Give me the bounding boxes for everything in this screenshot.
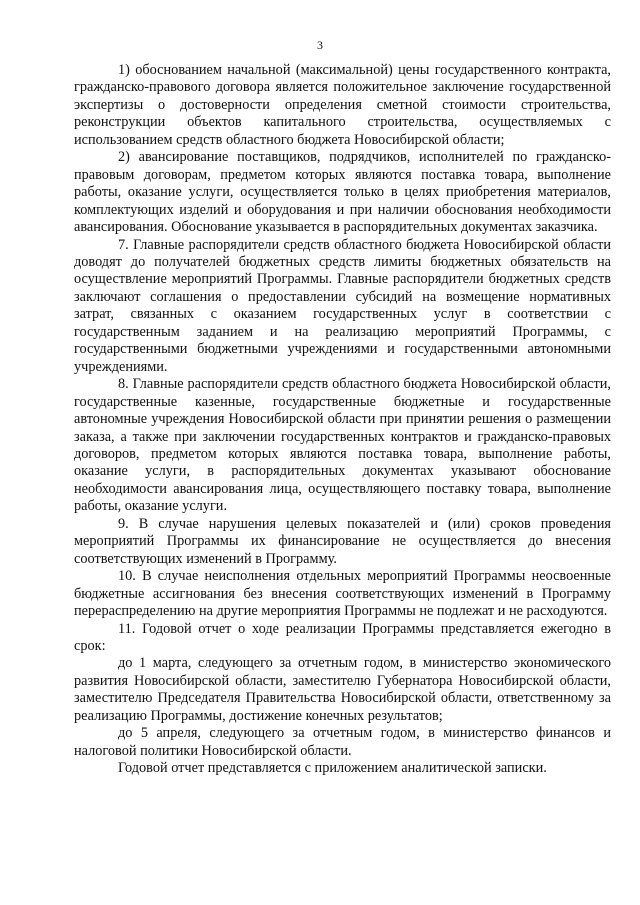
paragraph-clause-11: 11. Годовой отчет о ходе реализации Программы представляется ежегодно в срок: [74,620,611,654]
paragraph-item-2-advance-payment: 2) авансирование поставщиков, подрядчиков, исполнителей по гражданско-правовым договорам, предметом которых являются поставка товара, выполнение работы, оказание услуги, осуществляется только в целях приобретения материалов, комплектующих изделий и оборудования и при наличии обоснования необходимости авансирования. Обоснование указывается в распорядительных документах заказчика. [74,149,611,236]
paragraph-deadline-march-1: до 1 марта, следующего за отчетным годом, в министерство экономического развития Новосибирской области, заместителю Губернатора Новосибирской области, заместителю Председателя Правительства Новосибирской области, ответственному за реализацию Программы, достижение конечных результатов; [74,655,611,724]
document-body [74,62,611,778]
paragraph-clause-8: 8. Главные распорядители средств областного бюджета Новосибирской области, государственные казенные, государственные бюджетные и государственные автономные учреждения Новосибирской области при принятии решения о размещении заказа, а также при заключении государственных контрактов и гражданско-правовых договоров, предметом которых являются поставка товара, выполнение работы, оказание услуги, в распорядительных документах указывают обоснование необходимости авансирования лица, осуществляющего поставку товара, выполнение работы, оказание услуги. [74,376,611,515]
paragraph-clause-7: 7. Главные распорядители средств областного бюджета Новосибирской области доводят до получателей бюджетных средств лимиты бюджетных обязательств на осуществление мероприятий Программы. Главные распорядители бюджетных средств заключают соглашения о предоставлении субсидий на возмещение нормативных затрат, связанных с оказанием государственных услуг в соответствии с государственным заданием и на реализацию мероприятий Программы, с государственными бюджетными учреждениями и государственными автономными учреждениями. [74,236,611,375]
paragraph-clause-10: 10. В случае неисполнения отдельных мероприятий Программы неосвоенные бюджетные ассигнования без внесения соответствующих изменений в Программу перераспределению на другие мероприятия Программы не подлежат и не расходуются. [74,568,611,620]
paragraph-clause-9: 9. В случае нарушения целевых показателей и (или) сроков проведения мероприятий Программы их финансирование не осуществляется до внесения соответствующих изменений в Программу. [74,515,611,567]
paragraph-item-1-justification: 1) обоснованием начальной (максимальной) цены государственного контракта, гражданско-правового договора является положительное заключение государственной экспертизы о достоверности определения сметной стоимости строительства, реконструкции объектов капитального строительства, осуществляемых с использованием средств областного бюджета Новосибирской области; [74,62,611,148]
page-number: 3 [317,38,323,52]
paragraph-annual-report-note: Годовой отчет представляется с приложением аналитической записки. [118,760,547,777]
paragraph-deadline-april-5: до 5 апреля, следующего за отчетным годом, в министерство финансов и налоговой политики Новосибирской области. [74,725,611,759]
